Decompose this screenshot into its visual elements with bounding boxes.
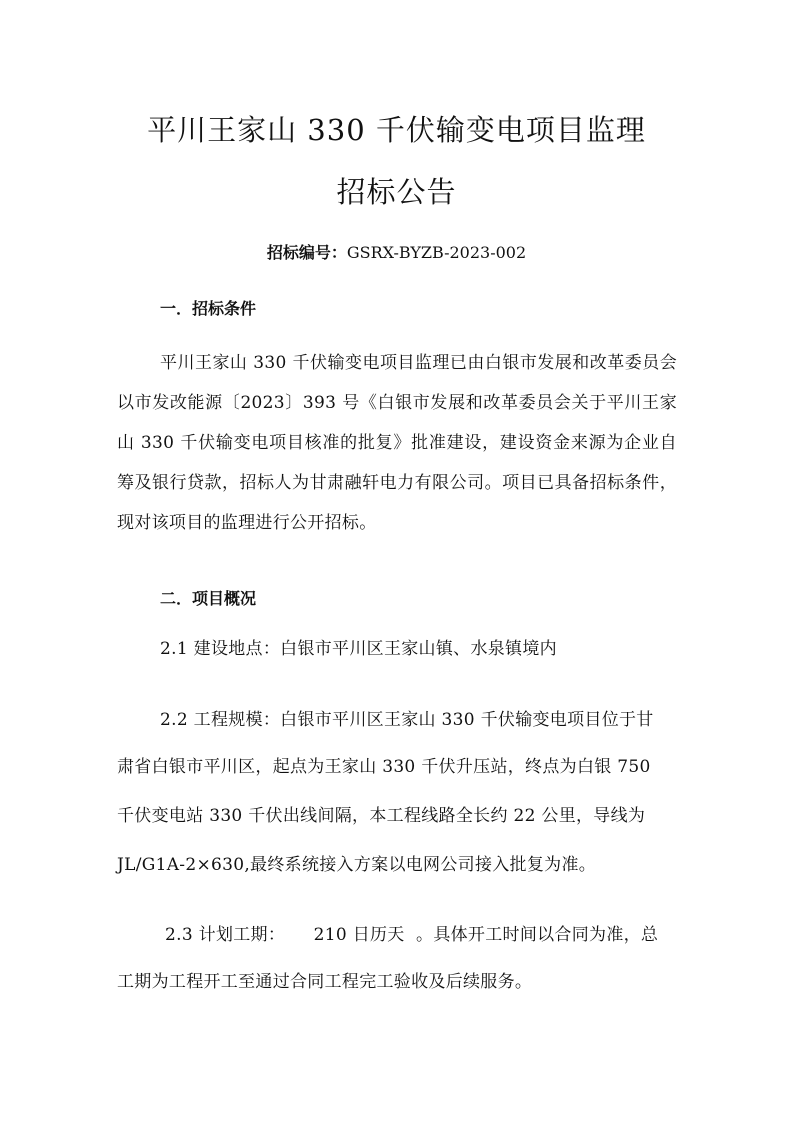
document-title-line1: 平川王家山 330 千伏输变电项目监理 xyxy=(147,113,646,147)
item-2-2-line2: 肃省白银市平川区，起点为王家山 330 千伏升压站，终点为白银 750 xyxy=(117,757,651,777)
item-2-3-line1: 2.3 计划工期： 210 日历天 。具体开工时间以合同为准，总 xyxy=(165,925,659,945)
bid-number xyxy=(0,240,793,263)
section1-heading: 一．招标条件 xyxy=(160,299,257,318)
item-2-2-line1: 2.2 工程规模：白银市平川区王家山 330 千伏输变电项目位于甘 xyxy=(160,710,654,730)
bid-number-value: GSRX-BYZB-2023-002 xyxy=(346,243,527,262)
bid-number-label: 招标编号： xyxy=(266,243,347,262)
item-2-3-line2: 工期为工程开工至通过合同工程完工验收及后续服务。 xyxy=(117,972,533,992)
item-2-2-line3: 千伏变电站 330 千伏出线间隔，本工程线路全长约 22 公里，导线为 xyxy=(117,806,646,826)
item-2-1: 2.1 建设地点：白银市平川区王家山镇、水泉镇境内 xyxy=(160,639,557,659)
item-2-2-line4: JL/G1A-2×630,最终系统接入方案以电网公司接入批复为准。 xyxy=(117,855,597,875)
document-title-line2: 招标公告 xyxy=(336,175,457,209)
section2-heading: 二．项目概况 xyxy=(160,589,257,608)
section1-paragraph: 平川王家山 330 千伏输变电项目监理已由白银市发展和改革委员会以市发改能源〔2023〕393 号《白银市发展和改革委员会关于平川王家山 330 千伏输变电项目核准的批复》批准建设，建设资金来源为企业自筹及银行贷款，招标人为甘肃融轩电力有限公司。项目已具备招标条件，现对该项目的监理进行公开招标。 xyxy=(117,353,677,533)
